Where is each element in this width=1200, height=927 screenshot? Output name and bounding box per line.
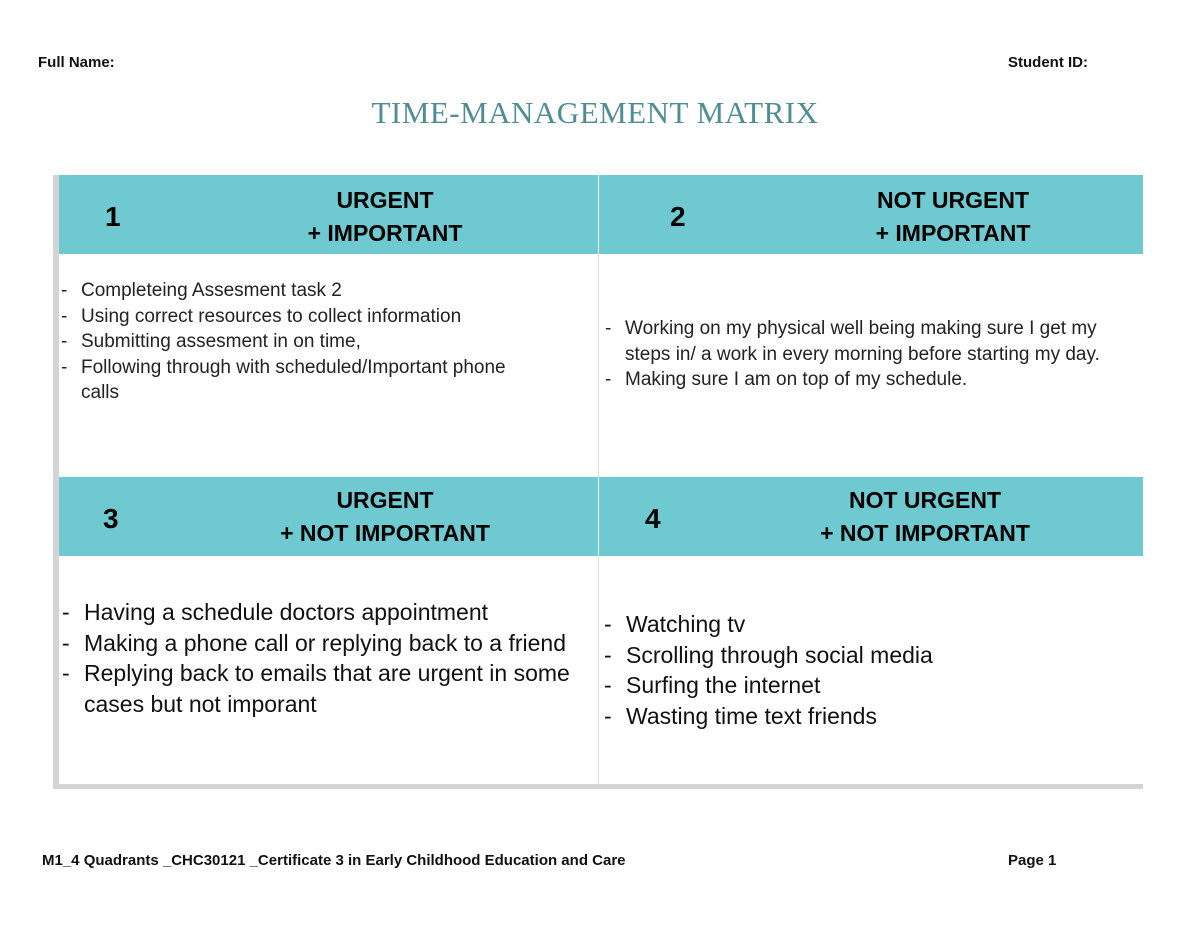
list-item: - Making a phone call or replying back to a friend [62, 628, 582, 659]
list-item: - Making sure I am on top of my schedule. [605, 367, 1110, 393]
quadrant-2-items [605, 316, 1110, 393]
header-divider [598, 477, 599, 556]
time-management-matrix [53, 175, 1143, 789]
header-divider [598, 175, 599, 254]
quadrant-3-title-line1: URGENT [336, 487, 434, 513]
list-item: - Wasting time text friends [604, 701, 1124, 732]
header-band-bottom [59, 477, 1143, 556]
quadrant-2-title-line1: NOT URGENT [876, 187, 1030, 213]
list-item: - Surfing the internet [604, 670, 1124, 701]
student-id-label: Student ID: [1008, 54, 1088, 71]
list-item: - Working on my physical well being making sure I get my steps in/ a work in every morning before starting my day. [605, 316, 1110, 367]
quadrant-4-number: 4 [645, 503, 661, 534]
footer-text: M1_4 Quadrants _CHC30121 _Certificate 3 in Early Childhood Education and Care [42, 852, 626, 869]
quadrant-3-title [215, 484, 555, 550]
quadrant-2-title-line2: + IMPORTANT [875, 220, 1031, 246]
quadrant-4-items [604, 609, 1124, 731]
full-name-label: Full Name: [38, 54, 115, 71]
list-item: - Watching tv [604, 609, 1124, 640]
list-item: - Completeing Assesment task 2 [61, 278, 541, 304]
list-item: - Using correct resources to collect information [61, 304, 541, 330]
quadrant-1-title [215, 184, 555, 250]
quadrant-3-items [62, 597, 582, 719]
quadrant-1-title-line1: URGENT [336, 187, 434, 213]
quadrant-4-title-line1: NOT URGENT [848, 487, 1002, 513]
quadrant-2-title [783, 184, 1123, 250]
quadrant-1-items [61, 278, 541, 406]
list-item: - Submitting assesment in on time, [61, 329, 541, 355]
list-item: - Having a schedule doctors appointment [62, 597, 582, 628]
page-number: Page 1 [1008, 852, 1057, 869]
list-item: - Replying back to emails that are urgent in some cases but not imporant [62, 658, 582, 719]
quadrant-2-number: 2 [670, 201, 686, 232]
page-title: TIME-MANAGEMENT MATRIX [371, 94, 819, 130]
quadrant-3-number: 3 [103, 503, 119, 534]
quadrant-4-title-line2: + NOT IMPORTANT [820, 520, 1030, 546]
quadrant-3-title-line2: + NOT IMPORTANT [280, 520, 490, 546]
matrix-bottom-border [53, 784, 1143, 789]
quadrant-4-title [755, 484, 1095, 550]
list-item: - Following through with scheduled/Important phone calls [61, 355, 541, 406]
quadrant-1-number: 1 [105, 201, 121, 232]
list-item: - Scrolling through social media [604, 640, 1124, 671]
header-band-top [59, 175, 1143, 254]
quadrant-1-title-line2: + IMPORTANT [307, 220, 463, 246]
